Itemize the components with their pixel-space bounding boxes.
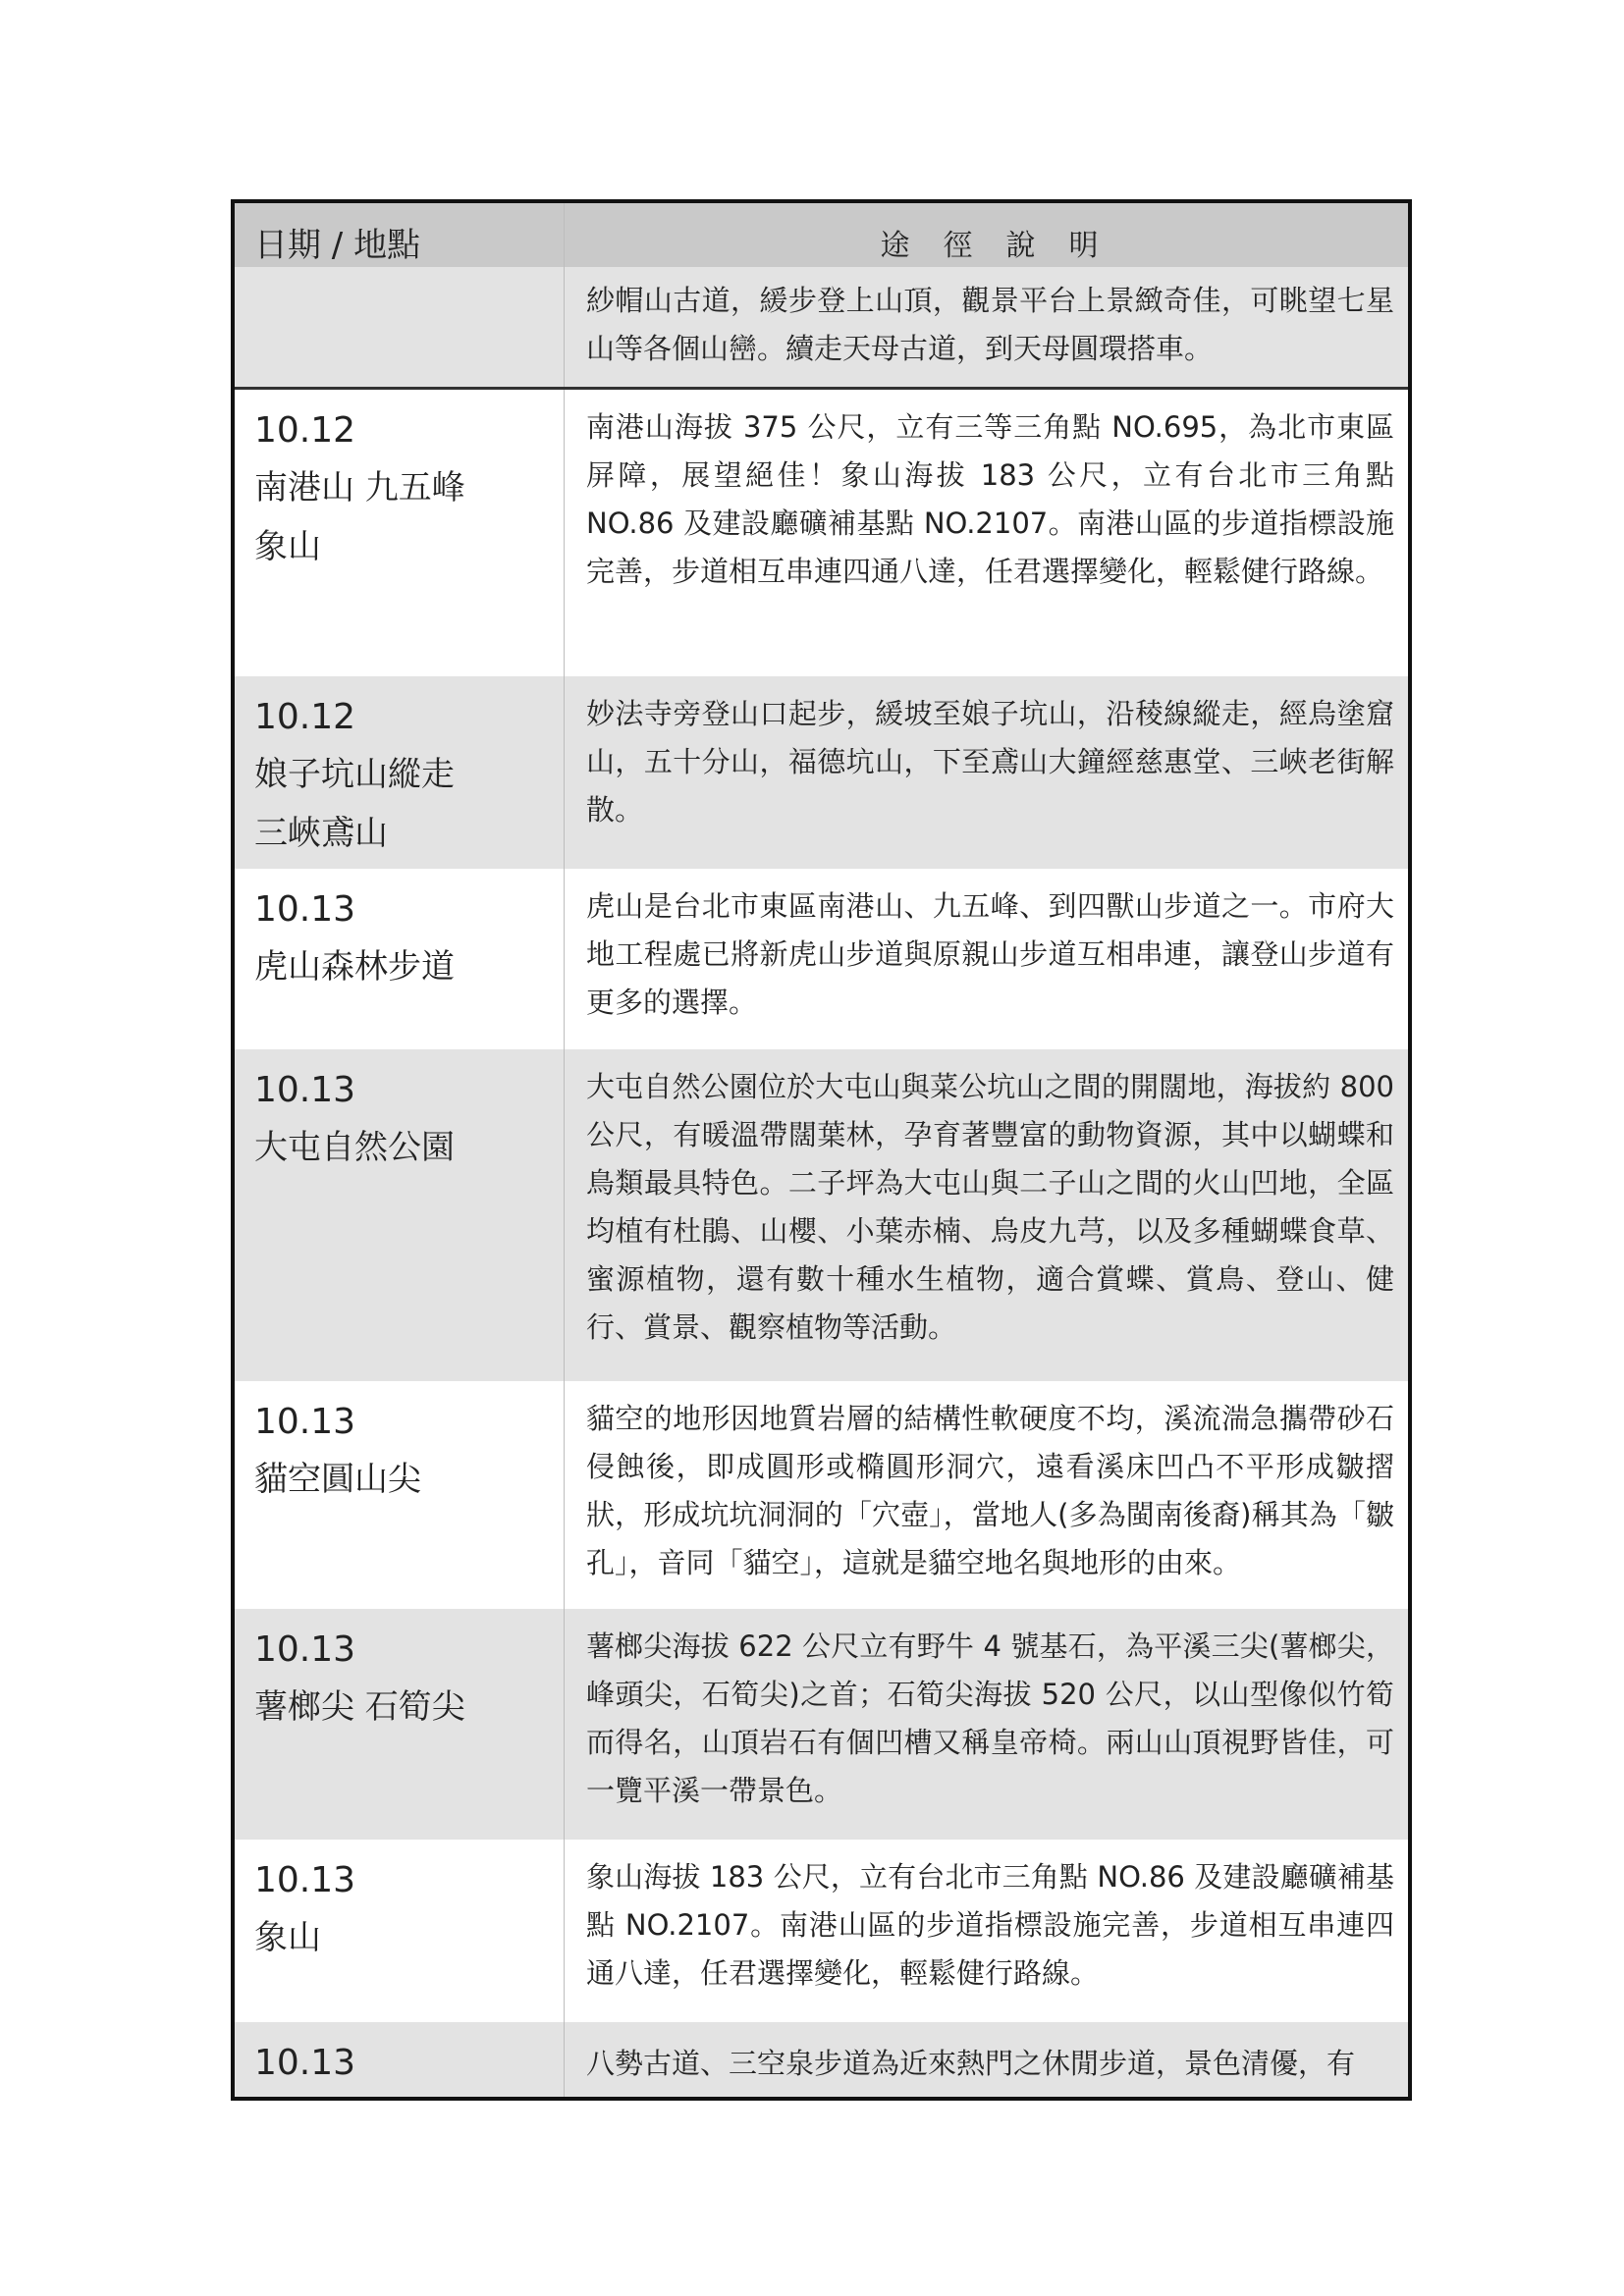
entry-place: 薯榔尖 石筍尖 xyxy=(254,1687,465,1727)
description-text: 象山海拔 183 公尺，立有台北市三角點 NO.86 及建設廳礦補基點 NO.2107。南港山區的步道指標設施完善，步道相互串連四通八達，任君選擇變化，輕鬆健行路線。 xyxy=(586,1860,1394,1990)
description-cell xyxy=(565,1049,1408,1381)
description-text: 紗帽山古道，緩步登上山頂，觀景平台上景緻奇佳，可眺望七星山等各個山巒。續走天母古道，到天母圓環搭車。 xyxy=(586,284,1394,365)
entry-date: 10.13 xyxy=(254,889,356,930)
date-place-cell xyxy=(235,869,565,1049)
header-date-place: 日期 / 地點 xyxy=(235,203,565,267)
entry-place: 象山 xyxy=(254,527,321,566)
description-text: 妙法寺旁登山口起步，緩坡至娘子坑山，沿稜線縱走，經烏塗窟山，五十分山，福德坑山，下至鳶山大鐘經慈惠堂、三峽老街解散。 xyxy=(586,697,1394,827)
table-row xyxy=(235,676,1408,869)
entry-date: 10.13 xyxy=(254,2043,356,2083)
table-row xyxy=(235,1049,1408,1381)
date-place-cell xyxy=(235,1049,565,1381)
table-row xyxy=(235,869,1408,1049)
description-cell xyxy=(565,390,1408,676)
entry-place: 象山 xyxy=(254,1918,321,1957)
entry-date: 10.13 xyxy=(254,1070,356,1110)
header-route-description: 途 徑 說 明 xyxy=(880,228,1101,263)
continued-row xyxy=(235,267,1408,390)
description-cell xyxy=(565,1381,1408,1609)
continued-left-cell xyxy=(235,267,565,387)
description-cell xyxy=(565,1609,1408,1840)
entry-place: 三峽鳶山 xyxy=(254,814,388,853)
entry-place: 貓空圓山尖 xyxy=(254,1460,421,1499)
description-text: 八勢古道、三空泉步道為近來熱門之休閒步道，景色清優，有 xyxy=(586,2047,1356,2080)
entry-place: 南港山 九五峰 xyxy=(254,468,465,507)
table-header xyxy=(235,203,1408,267)
entry-date: 10.12 xyxy=(254,697,356,737)
table-row xyxy=(235,1609,1408,1840)
description-text: 虎山是台北市東區南港山、九五峰、到四獸山步道之一。市府大地工程處已將新虎山步道與原親山步道互相串連，讓登山步道有更多的選擇。 xyxy=(586,889,1394,1019)
date-place-cell xyxy=(235,390,565,676)
entry-place: 虎山森林步道 xyxy=(254,947,455,987)
date-place-cell xyxy=(235,1840,565,2022)
itinerary-table xyxy=(231,199,1412,2101)
description-text: 薯榔尖海拔 622 公尺立有野牛 4 號基石，為平溪三尖(薯榔尖，峰頭尖，石筍尖)之首；石筍尖海拔 520 公尺，以山型像似竹筍而得名，山頂岩石有個凹槽又稱皇帝椅。兩山山頂視野皆佳，可一覽平溪一帶景色。 xyxy=(586,1629,1394,1807)
description-cell xyxy=(565,869,1408,1049)
description-text: 貓空的地形因地質岩層的結構性軟硬度不均，溪流湍急攜帶砂石侵蝕後，即成圓形或橢圓形洞穴，遠看溪床凹凸不平形成皺摺狀，形成坑坑洞洞的「穴壺」，當地人(多為閩南後裔)稱其為「皺孔」，音同「貓空」，這就是貓空地名與地形的由來。 xyxy=(586,1402,1394,1579)
date-place-cell xyxy=(235,676,565,869)
description-cell xyxy=(565,676,1408,869)
entry-date: 10.12 xyxy=(254,410,356,451)
description-text: 大屯自然公園位於大屯山與菜公坑山之間的開闊地，海拔約 800 公尺，有暖溫帶闊葉林，孕育著豐富的動物資源，其中以蝴蝶和鳥類最具特色。二子坪為大屯山與二子山之間的火山凹地，全區均植有杜鵑、山櫻、小葉赤楠、烏皮九芎，以及多種蝴蝶食草、蜜源植物，還有數十種水生植物，適合賞蝶、賞鳥、登山、健行、賞景、觀察植物等活動。 xyxy=(586,1070,1394,1344)
description-text: 南港山海拔 375 公尺，立有三等三角點 NO.695，為北市東區屏障，展望絕佳！象山海拔 183 公尺，立有台北市三角點 NO.86 及建設廳礦補基點 NO.2107。南港山區的步道指標設施完善，步道相互串連四通八達，任君選擇變化，輕鬆健行路線。 xyxy=(586,410,1394,588)
table-row xyxy=(235,1381,1408,1609)
date-place-cell xyxy=(235,1609,565,1840)
table-row xyxy=(235,1840,1408,2022)
date-place-cell xyxy=(235,1381,565,1609)
entry-date: 10.13 xyxy=(254,1402,356,1442)
entry-place: 大屯自然公園 xyxy=(254,1128,455,1167)
entry-date: 10.13 xyxy=(254,1629,356,1670)
entry-place: 娘子坑山縱走 xyxy=(254,755,455,794)
date-place-cell xyxy=(235,2022,565,2097)
description-cell xyxy=(565,1840,1408,2022)
entry-date: 10.13 xyxy=(254,1860,356,1900)
table-row xyxy=(235,390,1408,676)
continued-description xyxy=(565,267,1408,387)
table-row xyxy=(235,2022,1408,2097)
description-cell xyxy=(565,2022,1408,2097)
